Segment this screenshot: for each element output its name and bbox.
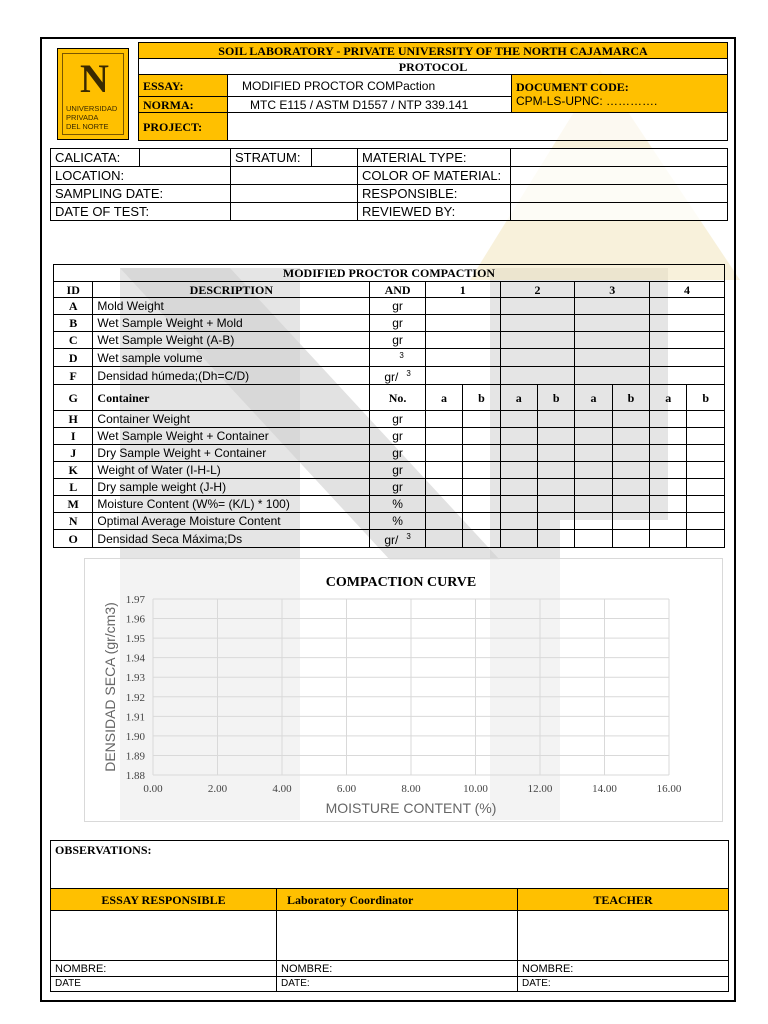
y-axis-label: DENSIDAD SECA (gr/cm3) [102,602,118,772]
value-cell[interactable] [575,367,650,385]
observations-box[interactable] [51,841,729,889]
value-cell[interactable] [687,411,725,428]
reviewed-by-label: REVIEWED BY: [358,203,511,221]
trial-1: 1 [425,282,500,298]
value-cell[interactable] [500,315,575,332]
row-id: C [54,332,93,349]
material-type-label: MATERIAL TYPE: [358,149,511,167]
row-description: Container [93,385,370,411]
value-cell[interactable] [575,315,650,332]
logo-letter: N [80,56,109,101]
table-row [54,445,725,462]
value-cell[interactable] [575,411,612,428]
value-cell[interactable] [500,428,537,445]
row-unit: gr [370,462,426,479]
row-unit [370,349,426,367]
value-cell[interactable] [425,367,500,385]
essay-responsible-header: ESSAY RESPONSIBLE [51,889,277,911]
chart-title: COMPACTION CURVE [325,575,477,590]
x-tick-label: 8.00 [401,783,421,795]
value-cell[interactable] [575,332,650,349]
document-code-cell [512,75,728,113]
row-id: M [54,496,93,513]
value-cell[interactable] [500,298,575,315]
value-cell[interactable] [687,530,725,548]
row-id: J [54,445,93,462]
value-cell[interactable] [463,445,500,462]
responsible-label: RESPONSIBLE: [358,185,511,203]
footer-table [50,840,729,992]
row-description: Densidad húmeda;(Dh=C/D) [93,367,370,385]
value-cell[interactable] [537,411,574,428]
value-cell[interactable] [575,513,612,530]
reviewed-by-value[interactable] [511,203,728,221]
document-code-label: DOCUMENT CODE: [516,80,629,94]
value-cell[interactable] [537,479,574,496]
value-cell[interactable] [463,462,500,479]
value-cell[interactable] [650,428,687,445]
lab-title: SOIL LABORATORY - PRIVATE UNIVERSITY OF THE NORTH CAJAMARCA [139,43,728,59]
sub-col-b: b [612,385,649,411]
y-tick-label: 1.90 [125,730,145,743]
calicata-label: CALICATA: [51,149,140,167]
table-row [54,349,725,367]
sub-col-a: a [425,385,462,411]
value-cell[interactable] [500,479,537,496]
row-id: G [54,385,93,411]
value-cell[interactable] [687,496,725,513]
x-tick-label: 2.00 [207,783,228,795]
x-tick-label: 10.00 [463,783,488,795]
value-cell[interactable] [425,411,462,428]
value-cell[interactable] [500,462,537,479]
value-cell[interactable] [425,513,462,530]
table-row [54,462,725,479]
value-cell[interactable] [425,462,462,479]
row-description: Wet Sample Weight + Mold [93,315,370,332]
nombre-field[interactable]: NOMBRE: [277,961,518,977]
row-description: Wet Sample Weight (A-B) [93,332,370,349]
sub-col-a: a [575,385,612,411]
value-cell[interactable] [650,445,687,462]
protocol-label: PROTOCOL [139,59,728,75]
value-cell[interactable] [575,349,650,367]
unit-superscript: 3 [406,369,411,378]
value-cell[interactable] [463,530,500,548]
sub-col-b: b [463,385,500,411]
responsible-value[interactable] [511,185,728,203]
x-tick-label: 12.00 [527,783,553,795]
row-unit: % [370,513,426,530]
value-cell[interactable] [687,513,725,530]
value-cell[interactable] [500,332,575,349]
date-of-test-value[interactable] [231,203,358,221]
value-cell[interactable] [612,496,649,513]
value-cell[interactable] [500,513,537,530]
col-id: ID [54,282,93,298]
y-tick-label: 1.88 [125,770,145,782]
sub-col-b: b [687,385,725,411]
y-tick-label: 1.91 [125,711,145,724]
value-cell[interactable] [650,411,687,428]
value-cell[interactable] [575,428,612,445]
material-type-value[interactable] [511,149,728,167]
y-tick-label: 1.97 [125,594,145,606]
row-unit: gr [370,445,426,462]
norma-value: MTC E115 / ASTM D1557 / NTP 339.141 [228,97,512,113]
value-cell[interactable] [463,428,500,445]
signature-box-coordinator[interactable] [277,911,518,961]
row-unit: % [370,496,426,513]
x-tick-label: 6.00 [336,783,357,795]
row-unit: gr [370,411,426,428]
row-description: Moisture Content (W%= (K/L) * 100) [93,496,370,513]
value-cell[interactable] [650,367,725,385]
value-cell[interactable] [612,462,649,479]
value-cell[interactable] [650,349,725,367]
table-row [54,411,725,428]
row-unit: gr [370,298,426,315]
row-unit: gr/ $^3$ [370,530,426,548]
trial-2: 2 [500,282,575,298]
row-unit: gr [370,479,426,496]
value-cell[interactable] [537,496,574,513]
proctor-table [53,264,725,548]
y-tick-label: 1.92 [125,691,145,704]
row-id: B [54,315,93,332]
color-label: COLOR OF MATERIAL: [358,167,511,185]
value-cell[interactable] [425,479,462,496]
value-cell[interactable] [612,513,649,530]
value-cell[interactable] [425,530,462,548]
table-row [54,332,725,349]
row-id: D [54,349,93,367]
row-description: Wet sample volume [93,349,370,367]
x-tick-label: 0.00 [143,783,163,795]
value-cell[interactable] [612,411,649,428]
sub-col-b: b [537,385,574,411]
x-tick-label: 16.00 [656,783,682,795]
value-cell[interactable] [687,428,725,445]
chart-svg [85,559,722,821]
value-cell[interactable] [425,496,462,513]
y-tick-label: 1.95 [125,633,145,646]
row-unit: gr [370,428,426,445]
x-tick-label: 4.00 [272,783,292,795]
date-of-test-label: DATE OF TEST: [51,203,231,221]
value-cell[interactable] [612,479,649,496]
row-id: O [54,530,93,548]
value-cell[interactable] [650,332,725,349]
table-row [54,513,725,530]
value-cell[interactable] [687,479,725,496]
value-cell[interactable] [612,428,649,445]
date-field[interactable]: DATE: [518,977,729,992]
value-cell[interactable] [500,349,575,367]
row-unit: gr [370,332,426,349]
value-cell[interactable] [463,513,500,530]
value-cell[interactable] [500,411,537,428]
compaction-chart [84,558,723,822]
table-row [54,367,725,385]
value-cell[interactable] [500,445,537,462]
value-cell[interactable] [650,479,687,496]
value-cell[interactable] [650,496,687,513]
sub-col-a: a [500,385,537,411]
norma-label: NORMA: [139,97,228,113]
row-unit: gr/ $^3$ [370,367,426,385]
value-cell[interactable] [575,445,612,462]
row-id: K [54,462,93,479]
row-description: Optimal Average Moisture Content [93,513,370,530]
row-description: Mold Weight [93,298,370,315]
value-cell[interactable] [537,445,574,462]
value-cell[interactable] [425,349,500,367]
stratum-value[interactable] [312,149,358,167]
signature-box-essay[interactable] [51,911,277,961]
row-id: L [54,479,93,496]
row-id: H [54,411,93,428]
value-cell[interactable] [537,513,574,530]
x-axis-label: MOISTURE CONTENT (%) [325,800,497,816]
y-tick-label: 1.94 [125,652,145,665]
value-cell[interactable] [575,496,612,513]
location-label: LOCATION: [51,167,231,185]
container-row [54,385,725,411]
value-cell[interactable] [650,462,687,479]
row-description: Densidad Seca Máxima;Ds [93,530,370,548]
unit-superscript: 3 [399,351,404,360]
row-description: Dry sample weight (J-H) [93,479,370,496]
value-cell[interactable] [575,479,612,496]
sampling-date-label: SAMPLING DATE: [51,185,231,203]
value-cell[interactable] [425,332,500,349]
value-cell[interactable] [463,411,500,428]
date-field[interactable]: DATE: [277,977,518,992]
x-tick-label: 14.00 [592,783,617,795]
value-cell[interactable] [425,428,462,445]
row-description: Container Weight [93,411,370,428]
table-row [54,428,725,445]
row-id: A [54,298,93,315]
row-description: Wet Sample Weight + Container [93,428,370,445]
y-tick-label: 1.96 [125,613,145,626]
row-description: Weight of Water (I-H-L) [93,462,370,479]
trial-3: 3 [575,282,650,298]
table-row [54,496,725,513]
logo-text: UNIVERSIDAD PRIVADA DEL NORTE [66,104,118,131]
value-cell[interactable] [463,496,500,513]
table-title: MODIFIED PROCTOR COMPACTION [54,265,725,282]
color-value[interactable] [511,167,728,185]
unit-superscript: 3 [406,532,411,541]
project-value[interactable] [228,113,728,141]
project-label: PROJECT: [139,113,228,141]
value-cell[interactable] [425,445,462,462]
row-unit: No. [370,385,426,411]
university-logo [57,48,129,140]
row-id: N [54,513,93,530]
value-cell[interactable] [537,428,574,445]
observations-label: OBSERVATIONS: [55,843,152,857]
col-description: DESCRIPTION [93,282,370,298]
location-value[interactable] [231,167,358,185]
value-cell[interactable] [537,530,574,548]
essay-label: ESSAY: [139,75,228,97]
value-cell[interactable] [650,315,725,332]
value-cell[interactable] [500,367,575,385]
info-table [50,148,728,221]
value-cell[interactable] [425,298,500,315]
y-tick-label: 1.93 [125,672,145,685]
value-cell[interactable] [463,479,500,496]
value-cell[interactable] [687,462,725,479]
value-cell[interactable] [687,445,725,462]
table-row [54,479,725,496]
value-cell[interactable] [575,462,612,479]
table-row [54,530,725,548]
table-row [54,298,725,315]
header-table [138,42,728,141]
col-and: AND [370,282,426,298]
essay-value: MODIFIED PROCTOR COMPaction [228,75,512,97]
document-code-value: CPM-LS-UPNC: …………. [516,94,658,108]
nombre-field[interactable]: NOMBRE: [518,961,729,977]
value-cell[interactable] [612,530,649,548]
value-cell[interactable] [500,496,537,513]
value-cell[interactable] [537,462,574,479]
calicata-value[interactable] [140,149,231,167]
nombre-field[interactable]: NOMBRE: [51,961,277,977]
date-field[interactable]: DATE [51,977,277,992]
trial-4: 4 [650,282,725,298]
value-cell[interactable] [650,513,687,530]
value-cell[interactable] [612,445,649,462]
row-description: Dry Sample Weight + Container [93,445,370,462]
table-row [54,315,725,332]
row-id: F [54,367,93,385]
row-unit: gr [370,315,426,332]
value-cell[interactable] [575,298,650,315]
stratum-label: STRATUM: [231,149,312,167]
value-cell[interactable] [650,298,725,315]
value-cell[interactable] [425,315,500,332]
signature-box-teacher[interactable] [518,911,729,961]
sub-col-a: a [650,385,687,411]
value-cell[interactable] [500,530,537,548]
teacher-header: TEACHER [518,889,729,911]
row-id: I [54,428,93,445]
lab-coordinator-header: Laboratory Coordinator [277,889,518,911]
sampling-date-value[interactable] [231,185,358,203]
y-tick-label: 1.89 [125,750,145,763]
value-cell[interactable] [650,530,687,548]
value-cell[interactable] [575,530,612,548]
